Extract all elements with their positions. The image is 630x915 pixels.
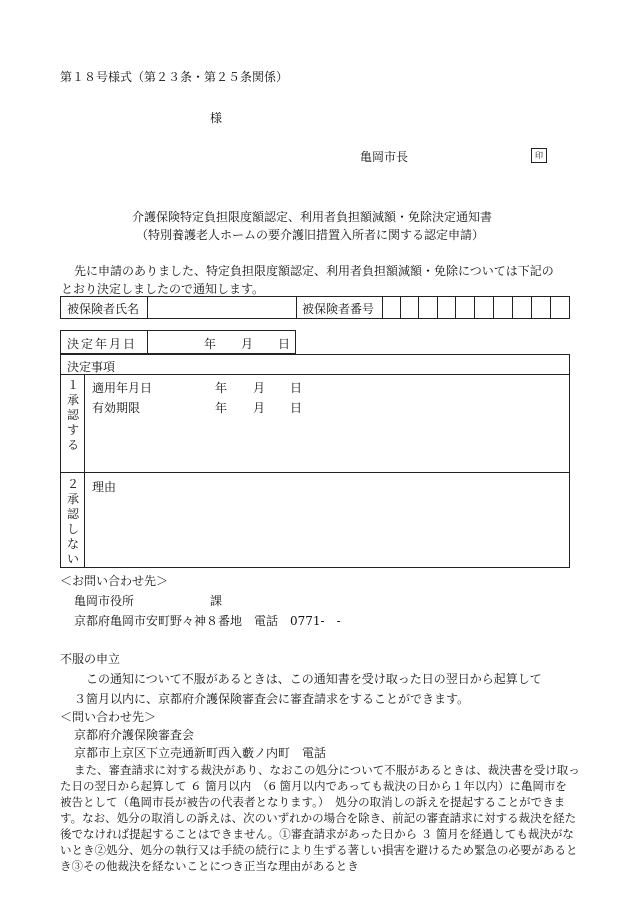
apply-month: 月	[253, 381, 266, 395]
insured-number-label: 被保険者番号	[302, 302, 375, 316]
lawsuit-text-line7: き③その他裁決を経ないことにつき正当な理由があるとき	[60, 859, 359, 873]
apply-day: 日	[290, 381, 303, 395]
reject-label: ２承認しない	[66, 477, 79, 566]
lawsuit-text-line6: いとき②処分、処分の執行又は手続の続行により生ずる著しい損害を避けるため緊急の必要があると	[60, 843, 578, 857]
decision-items-label: 決定事項	[67, 360, 116, 374]
valid-period-label: 有効期限	[92, 401, 141, 415]
approve-label: １承認する	[66, 378, 79, 452]
contact-section: 課	[210, 594, 223, 608]
apply-date-label: 適用年月日	[92, 381, 153, 395]
decision-date-label: 決定年月日	[67, 337, 138, 351]
document-title: 介護保険特定負担限度額認定、利用者負担額減額・免除決定通知書	[132, 210, 493, 224]
contact-address: 京都府亀岡市安町野々神８番地 電話 0771- -	[74, 614, 341, 628]
addressee-suffix: 様	[210, 111, 223, 125]
reason-label: 理由	[92, 480, 117, 494]
intro-text-line1: 先に申請のありました、特定負担限度額認定、利用者負担額減額・免除については下記の	[74, 264, 554, 278]
valid-day: 日	[290, 401, 303, 415]
insured-name-label: 被保険者氏名	[67, 302, 140, 316]
contact-office: 亀岡市役所	[74, 594, 135, 608]
decision-month: 月	[241, 337, 254, 351]
lawsuit-text-line5: 後でなければ提起することはできません。①審査請求があった日から ３ 箇月を経過しても裁決がな	[60, 827, 574, 841]
appeal-council: 京都府介護保険審査会	[74, 728, 195, 742]
appeal-text-line2: ３箇月以内に、京都府介護保険審査会に審査請求をすることができます。	[74, 692, 470, 706]
valid-year: 年	[215, 401, 228, 415]
decision-year: 年	[204, 337, 217, 351]
valid-month: 月	[253, 401, 266, 415]
lawsuit-text-line3: 被告として（亀岡市長が被告の代表者となります。） 処分の取消しの訴えを提起することができま	[60, 795, 566, 809]
appeal-header: 不服の申立	[60, 652, 121, 666]
lawsuit-text-line4: す。なお、処分の取消しの訴えは、次のいずれかの場合を除き、前記の審査請求に対する裁決を経た	[60, 811, 577, 825]
decision-day: 日	[278, 337, 291, 351]
issuer: 亀岡市長	[360, 150, 409, 164]
appeal-council-address: 京都市上京区下立売通新町西入藪ノ内町 電話	[74, 746, 327, 760]
lawsuit-text-line1: また、審査請求に対する裁決があり、なおこの処分について不服があるときは、裁決書を受け取っ	[74, 763, 580, 777]
lawsuit-text-line2: た日の翌日から起算して ６ 箇月以内 （6 箇月以内であっても裁決の日から１年以内）に亀岡市を	[60, 779, 567, 793]
appeal-text-line1: この通知について不服があるときは、この通知書を受け取った日の翌日から起算して	[86, 672, 542, 686]
document-subtitle: （特別養護老人ホームの要介護旧措置入所者に関する認定申請）	[136, 228, 485, 242]
seal-mark: 印	[531, 148, 547, 163]
contact-header: ＜お問い合わせ先＞	[60, 574, 169, 588]
apply-year: 年	[215, 381, 228, 395]
appeal-contact-header: ＜問い合わせ先＞	[60, 710, 157, 724]
form-number: 第１８号様式（第２３条・第２５条関係）	[60, 70, 289, 84]
intro-text-line2: とおり決定しましたので通知します。	[61, 282, 265, 296]
